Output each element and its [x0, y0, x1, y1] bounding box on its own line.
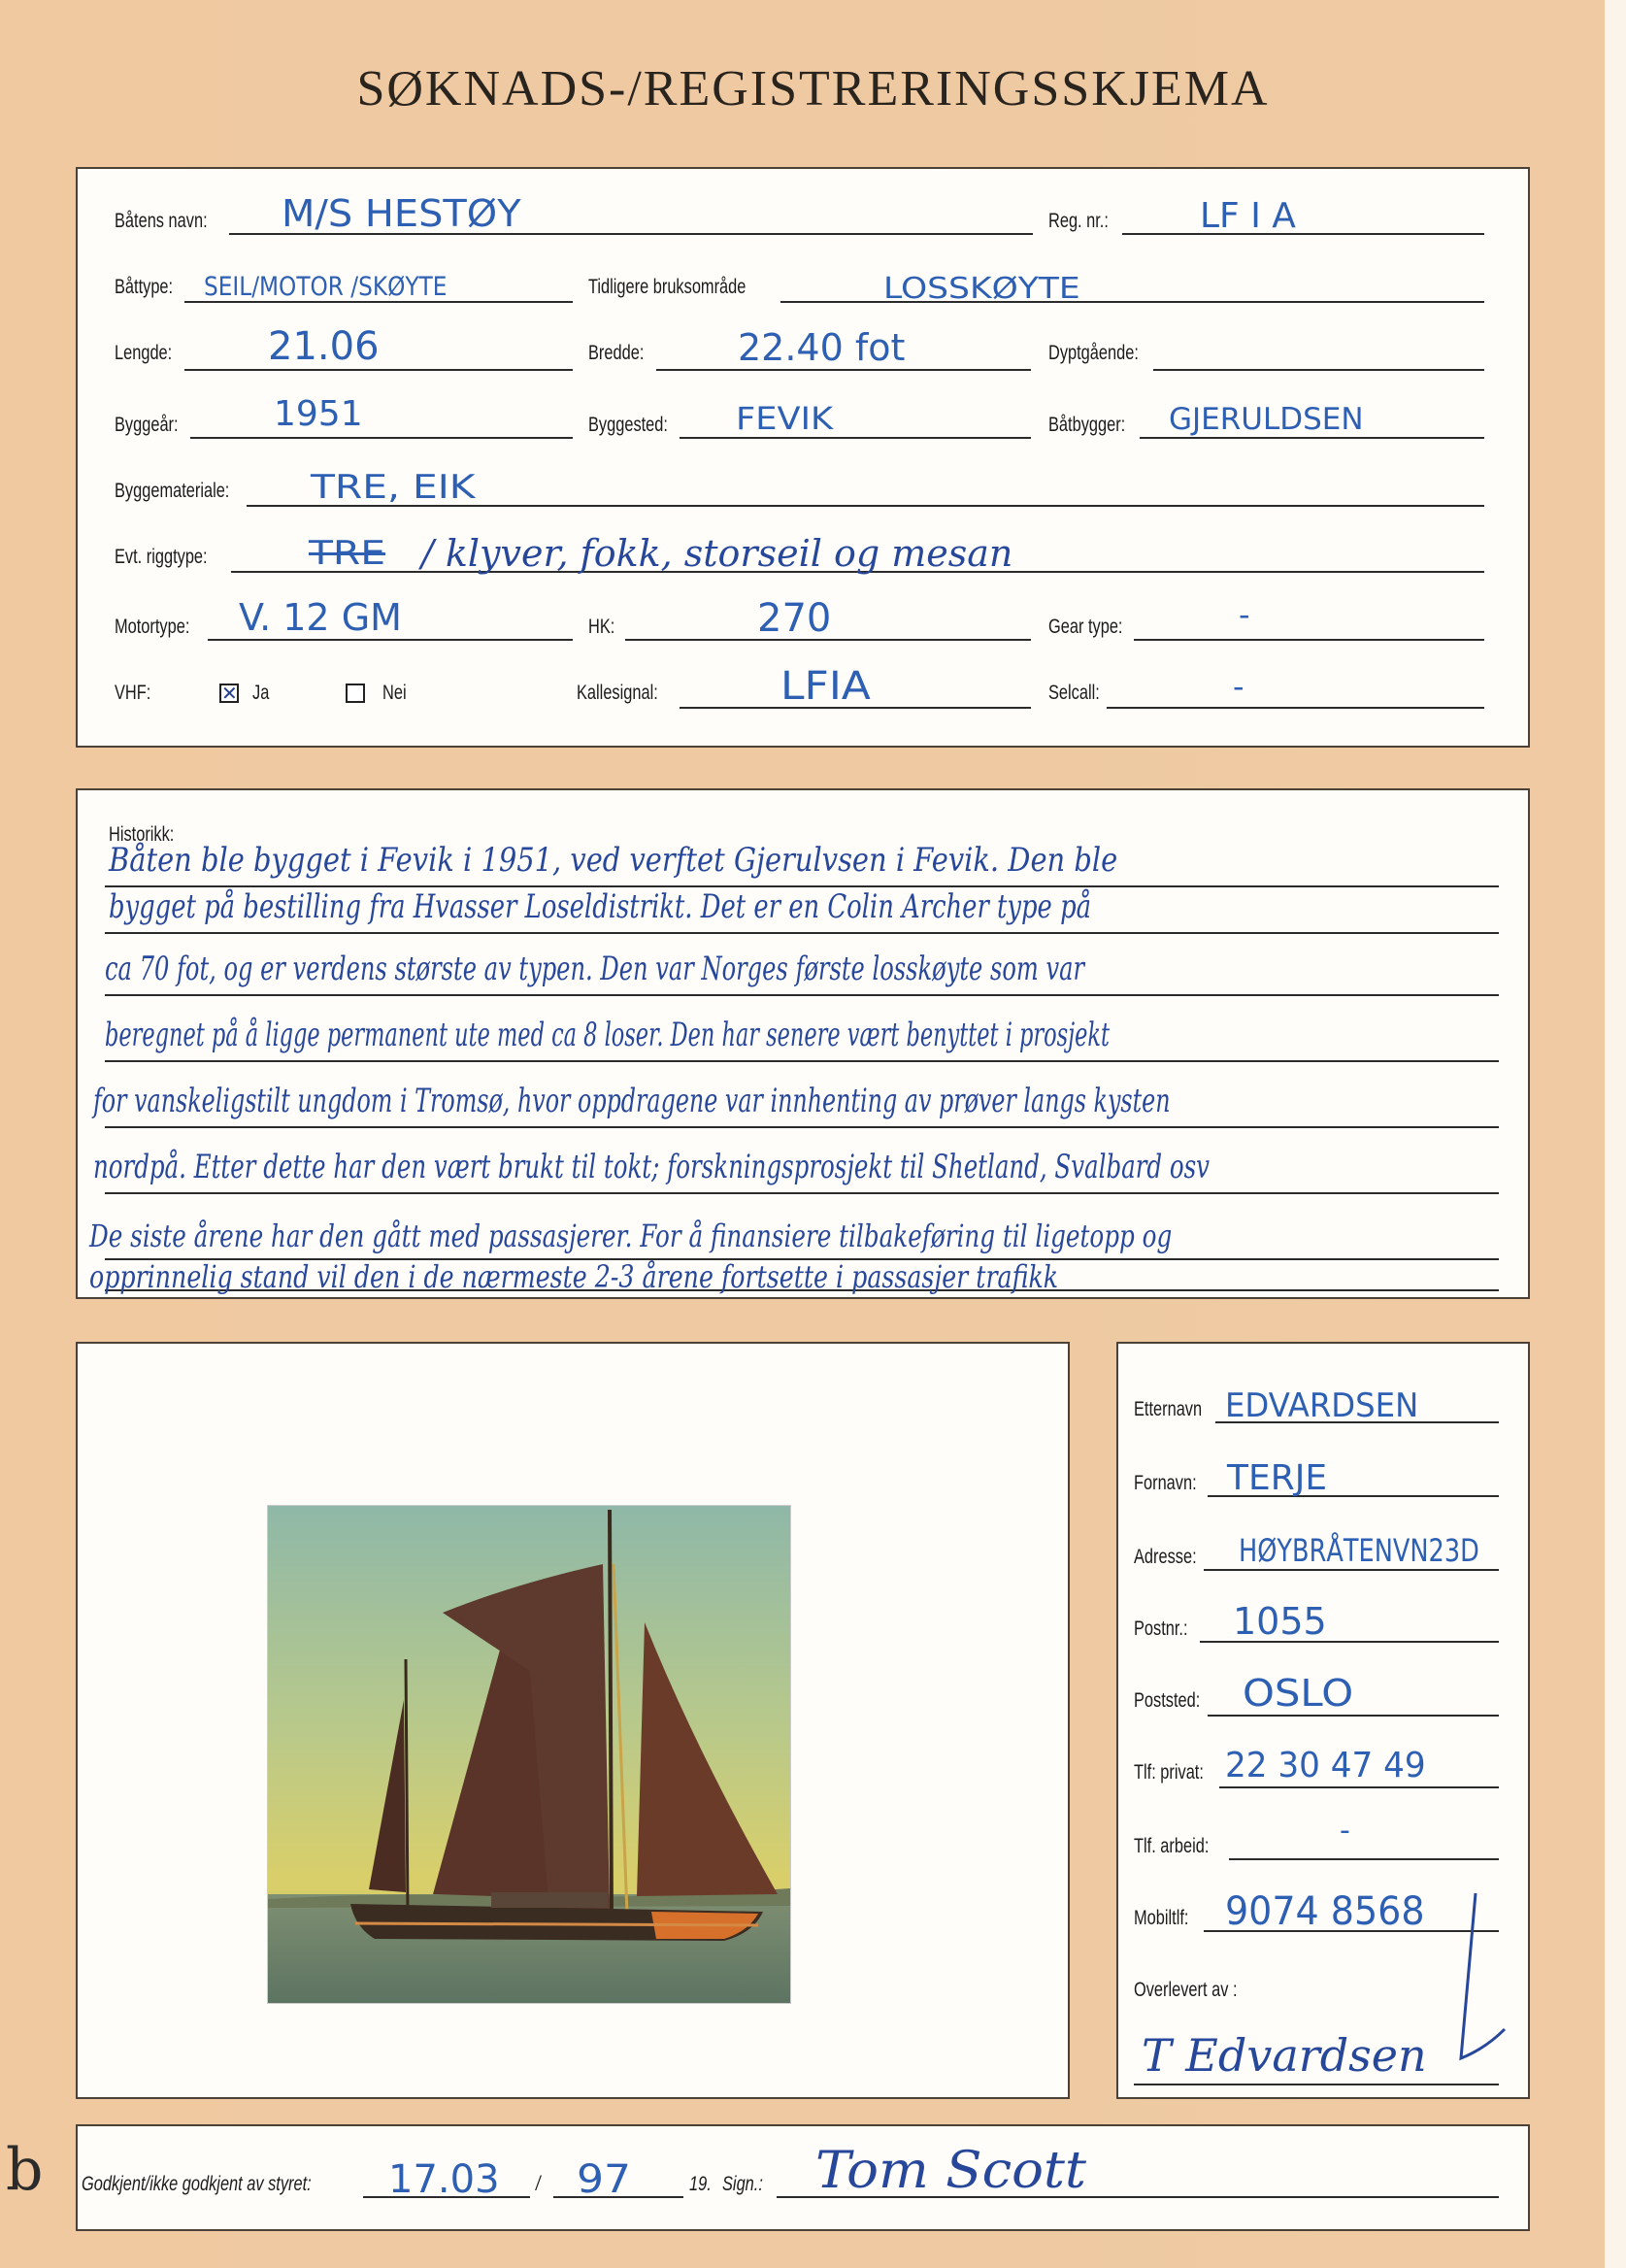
history-text-4[interactable]: beregnet på å ligge permanent ute med ca 8 loser. Den har senere vært benyttet i prosjekt — [105, 1016, 1110, 1054]
reg-nr-label: Reg. nr.: — [1048, 210, 1109, 232]
postnr-value[interactable]: 1055 — [1233, 1600, 1327, 1643]
vhf-ja-checkbox[interactable] — [219, 684, 239, 703]
vhf-label: VHF: — [115, 682, 151, 704]
byggemateriale-value[interactable]: TRE, EIK — [311, 468, 476, 507]
dyptgaende-line — [1153, 369, 1484, 371]
batbygger-line — [1140, 437, 1484, 439]
reg-nr-value[interactable]: LF I A — [1200, 196, 1296, 236]
poststed-line — [1208, 1715, 1499, 1717]
riggtype-struck[interactable]: TRE — [309, 534, 386, 573]
sailboat-image — [268, 1506, 790, 2003]
signature-stroke — [1437, 1884, 1524, 2078]
etternavn-value[interactable]: EDVARDSEN — [1225, 1386, 1419, 1425]
byggested-label: Byggested: — [588, 414, 668, 436]
postnr-label: Postnr.: — [1134, 1618, 1188, 1640]
form-title: SØKNADS-/REGISTRERINGSSKJEMA — [356, 61, 1270, 117]
motortype-label: Motortype: — [115, 616, 190, 638]
motortype-value[interactable]: V. 12 GM — [239, 596, 402, 639]
fornavn-label: Fornavn: — [1134, 1472, 1197, 1494]
bredde-value[interactable]: 22.40 fot — [738, 326, 906, 369]
tlf-arbeid-value[interactable]: - — [1340, 1814, 1350, 1848]
history-line-4 — [105, 1060, 1499, 1062]
sign-label: Sign.: — [722, 2173, 763, 2195]
poststed-value[interactable]: OSLO — [1243, 1672, 1354, 1715]
margin-mark: b — [6, 2136, 44, 2204]
byggear-line — [190, 437, 573, 439]
approval-slash: / — [536, 2173, 541, 2195]
mobil-value[interactable]: 9074 8568 — [1225, 1889, 1425, 1934]
history-text-7[interactable]: De siste årene har den gått med passasjerer. For å finansiere tilbakeføring til ligetopp og — [89, 1217, 1173, 1254]
history-line-3 — [105, 994, 1499, 996]
hk-value[interactable]: 270 — [757, 596, 832, 641]
batbygger-label: Båtbygger: — [1048, 414, 1126, 436]
fornavn-value[interactable]: TERJE — [1227, 1458, 1328, 1498]
batens-navn-label: Båtens navn: — [115, 210, 208, 232]
batbygger-value[interactable]: GJERULDSEN — [1169, 402, 1364, 437]
gear-label: Gear type: — [1048, 616, 1123, 638]
hk-label: HK: — [588, 616, 615, 638]
batens-navn-value[interactable]: M/S HESTØY — [282, 192, 521, 235]
battype-label: Båttype: — [115, 276, 174, 298]
bredde-label: Bredde: — [588, 342, 645, 364]
history-text-6[interactable]: nordpå. Etter dette har den vært brukt til tokt; forskningsprosjekt til Shetland, Svalbard osv — [93, 1148, 1211, 1186]
byggear-label: Byggeår: — [115, 414, 179, 436]
overlevert-signature[interactable]: T Edvardsen — [1142, 2029, 1427, 2082]
bredde-line — [656, 369, 1031, 371]
byggemateriale-label: Byggemateriale: — [115, 480, 230, 502]
riggtype-value[interactable]: / klyver, fokk, storseil og mesan — [421, 532, 1013, 575]
overlevert-line — [1134, 2084, 1499, 2085]
selcall-line — [1107, 707, 1484, 709]
boat-photo — [267, 1505, 791, 2004]
approval-date-value[interactable]: 17.03 — [388, 2157, 500, 2202]
tlf-privat-value[interactable]: 22 30 47 49 — [1225, 1746, 1426, 1785]
history-line-5 — [105, 1126, 1499, 1128]
reg-nr-line — [1122, 233, 1484, 235]
byggested-value[interactable]: FEVIK — [736, 400, 834, 437]
approval-year-value[interactable]: 97 — [577, 2157, 631, 2202]
history-label: Historikk: — [109, 823, 175, 846]
gear-line — [1134, 639, 1484, 641]
tidligere-label: Tidligere bruksområde — [588, 276, 747, 298]
history-text-5[interactable]: for vanskeligstilt ungdom i Tromsø, hvor oppdragene var innhenting av prøver langs kysten — [93, 1082, 1171, 1120]
tlf-arbeid-line — [1229, 1858, 1499, 1860]
vhf-ja-label: Ja — [252, 682, 270, 704]
etternavn-label: Etternavn — [1134, 1398, 1203, 1420]
approval-label: Godkjent/ikke godkjent av styret: — [82, 2173, 312, 2195]
history-line-6 — [105, 1192, 1499, 1194]
motortype-line — [208, 639, 573, 641]
history-text-8[interactable]: opprinnelig stand vil den i de nærmeste 2-3 årene fortsette i passasjer trafikk — [89, 1258, 1059, 1295]
gear-value[interactable]: - — [1239, 596, 1250, 633]
mobil-label: Mobiltlf: — [1134, 1907, 1189, 1929]
byggear-value[interactable]: 1951 — [274, 394, 363, 434]
adresse-value[interactable]: HØYBRÅTENVN23D — [1239, 1532, 1479, 1569]
vhf-nei-checkbox[interactable] — [346, 684, 365, 703]
selcall-value[interactable]: - — [1233, 668, 1244, 705]
history-line-2 — [105, 932, 1499, 934]
byggested-line — [680, 437, 1031, 439]
lengde-value[interactable]: 21.06 — [268, 324, 380, 369]
kallesignal-label: Kallesignal: — [577, 682, 658, 704]
history-text-1[interactable]: Båten ble bygget i Fevik i 1951, ved verftet Gjerulvsen i Fevik. Den ble — [109, 841, 1118, 880]
riggtype-label: Evt. riggtype: — [115, 546, 208, 568]
tlf-privat-label: Tlf: privat: — [1134, 1761, 1204, 1784]
lengde-line — [184, 369, 573, 371]
approval-year-suffix: 19. — [689, 2173, 712, 2195]
vhf-nei-label: Nei — [382, 682, 407, 704]
history-text-2[interactable]: bygget på bestilling fra Hvasser Loseldistrikt. Det er en Colin Archer type på — [109, 887, 1092, 926]
boat-info-box — [76, 167, 1530, 748]
poststed-label: Poststed: — [1134, 1689, 1201, 1712]
selcall-label: Selcall: — [1048, 682, 1100, 704]
overlevert-label: Overlevert av : — [1134, 1979, 1238, 2001]
adresse-label: Adresse: — [1134, 1546, 1197, 1568]
tidligere-value[interactable]: LOSSKØYTE — [883, 272, 1080, 306]
history-text-3[interactable]: ca 70 fot, og er verdens største av typen. Den var Norges første losskøyte som var — [105, 950, 1085, 988]
battype-value[interactable]: SEIL/MOTOR /SKØYTE — [204, 272, 448, 302]
sign-value[interactable]: Tom Scott — [815, 2142, 1086, 2200]
dyptgaende-label: Dyptgående: — [1048, 342, 1139, 364]
tlf-arbeid-label: Tlf. arbeid: — [1134, 1835, 1210, 1857]
kallesignal-value[interactable]: LFIA — [780, 664, 871, 709]
page-edge — [1605, 0, 1626, 2268]
adresse-line — [1204, 1569, 1499, 1571]
lengde-label: Lengde: — [115, 342, 173, 364]
tlf-privat-line — [1219, 1786, 1499, 1788]
